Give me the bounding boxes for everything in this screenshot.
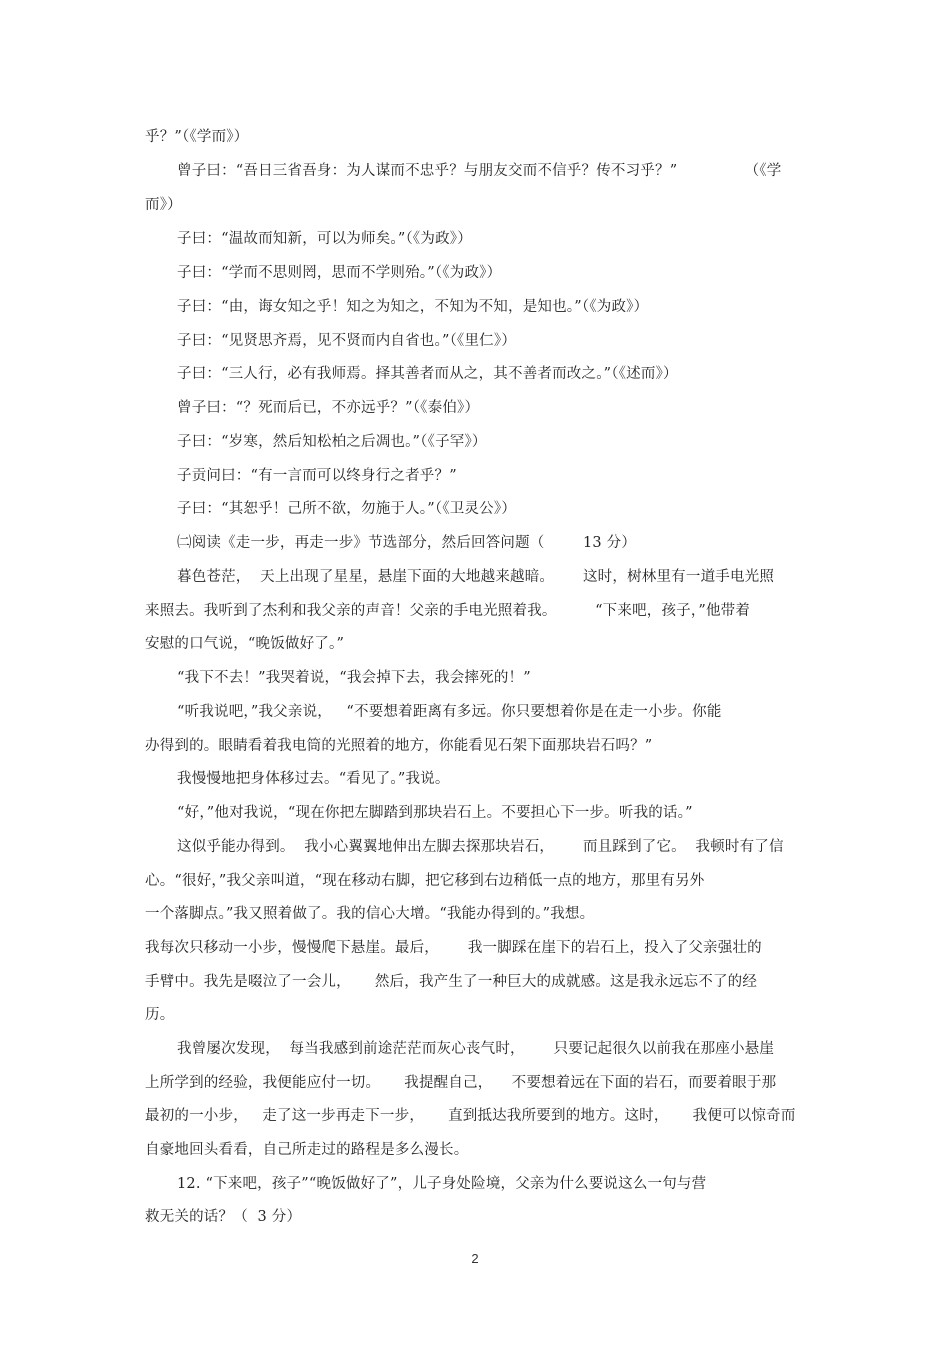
text-line-22: 这似乎能办得到。 我小心翼翼地伸出左脚去探那块岩石， 而且踩到了它。 我顿时有了信 (177, 839, 784, 855)
text-line-7: 子曰：“见贤思齐焉，见不贤而内自省也。”（《里仁》） (177, 333, 517, 349)
text-line-15: 来照去。我听到了杰利和我父亲的声音！父亲的手电光照着我。 “下来吧，孩子，”他带着 (145, 603, 751, 619)
text-line-16: 安慰的口气说，“晚饭做好了。” (145, 636, 345, 652)
text-line-2: 曾子曰：“吾日三省吾身：为人谋而不忠乎？与朋友交而不信乎？传不习乎？” （《学 (177, 163, 782, 179)
text-line-28: 我曾屡次发现， 每当我感到前途茫茫而灰心丧气时， 只要记起很久以前我在那座小悬崖 (177, 1041, 775, 1057)
text-line-21: “好，”他对我说，“现在你把左脚踏到那块岩石上。不要担心下一步。听我的话。” (177, 805, 693, 821)
text-line-10: 子曰：“岁寒，然后知松柏之后凋也。”（《子罕》） (177, 434, 487, 450)
text-line-9: 曾子曰：“？死而后已，不亦远乎？”（《泰伯》） (177, 400, 480, 416)
text-line-8: 子曰：“三人行，必有我师焉。择其善者而从之，其不善者而改之。”（《述而》） (177, 366, 678, 382)
text-line-1: 乎？”（《学而》） (145, 129, 249, 145)
text-line-19: 办得到的。眼睛看着我电筒的光照着的地方，你能看见石架下面那块岩石吗？” (145, 738, 653, 754)
text-line-11: 子贡问曰：“有一言而可以终身行之者乎？” (177, 468, 457, 484)
text-line-12: 子曰：“其恕乎！己所不欲，勿施于人。”（《卫灵公》） (177, 501, 517, 517)
text-line-3: 而》） (145, 197, 182, 213)
text-line-29: 上所学到的经验，我便能应付一切。 我提醒自己， 不要想着远在下面的岩石，而要着眼于那 (145, 1075, 777, 1091)
question-12-continued: 救无关的话？（ 3 分） (145, 1209, 302, 1225)
text-line-18: “听我说吧，”我父亲说， “不要想着距离有多远。你只要想着你是在走一小步。你能 (177, 704, 722, 720)
text-line-5: 子曰：“学而不思则罔，思而不学则殆。”（《为政》） (177, 265, 502, 281)
text-line-30: 最初的一小步， 走了这一步再走下一步， 直到抵达我所要到的地方。这时， 我便可以惊奇而 (145, 1108, 796, 1124)
text-line-4: 子曰：“温故而知新，可以为师矣。”（《为政》） (177, 231, 472, 247)
text-line-17: “我下不去！”我哭着说，“我会掉下去，我会摔死的！” (177, 670, 531, 686)
section-heading: ㈡阅读《走一步，再走一步》节选部分，然后回答问题（ 13 分） (177, 535, 637, 551)
text-line-14: 暮色苍茫， 天上出现了星星，悬崖下面的大地越来越暗。 这时，树林里有一道手电光照 (177, 569, 775, 585)
text-line-25: 我每次只移动一小步，慢慢爬下悬崖。最后， 我一脚踩在崖下的岩石上，投入了父亲强壮的 (145, 940, 762, 956)
text-line-6: 子曰：“由，诲女知之乎！知之为知之，不知为不知，是知也。”（《为政》） (177, 299, 649, 315)
question-12: 12. “下来吧，孩子”“晚饭做好了”，儿子身处险境，父亲为什么要说这么一句与营 (177, 1176, 707, 1192)
text-line-27: 历。 (145, 1007, 175, 1023)
text-line-24: 一个落脚点。”我又照着做了。我的信心大增。“我能办得到的。”我想。 (145, 906, 595, 922)
text-line-26: 手臂中。我先是啜泣了一会儿， 然后，我产生了一种巨大的成就感。这是我永远忘不了的经 (145, 974, 758, 990)
page-number: 2 (471, 1251, 479, 1266)
text-line-20: 我慢慢地把身体移过去。“看见了。”我说。 (177, 771, 450, 787)
text-line-23: 心。“很好，”我父亲叫道，“现在移动右脚，把它移到右边稍低一点的地方，那里有另外 (145, 873, 705, 889)
text-line-31: 自豪地回头看看，自己所走过的路程是多么漫长。 (145, 1142, 469, 1158)
